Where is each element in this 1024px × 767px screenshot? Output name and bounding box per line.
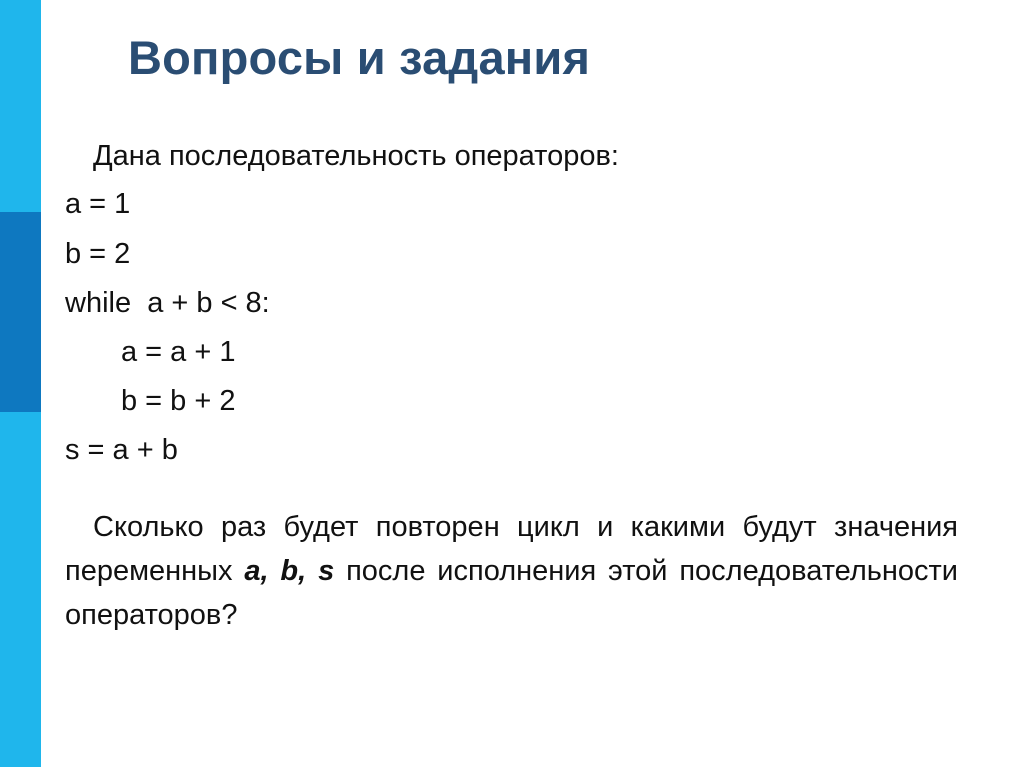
code-line-1: a = 1 [65,188,131,220]
code-line-loop-body-2: b = b + 2 [121,385,236,417]
question-after: после исполнения этой последовательности операторов? [65,555,958,631]
side-accent-bar [0,0,41,767]
code-line-loop-body-1: a = a + 1 [121,336,236,368]
code-line-2: b = 2 [65,238,131,270]
question-variables: a, b, s [244,555,335,587]
side-accent-edge [41,0,43,767]
intro-text: Дана последовательность операторов: [93,140,619,172]
code-line-while: while a + b < 8: [65,287,270,319]
slide-title: Вопросы и задания [128,31,591,84]
code-line-result: s = a + b [65,434,178,466]
question-before: Сколько раз будет повторен цикл и какими будут значения переменных [65,511,958,587]
question-text [65,505,958,637]
side-accent-dark [0,212,41,412]
